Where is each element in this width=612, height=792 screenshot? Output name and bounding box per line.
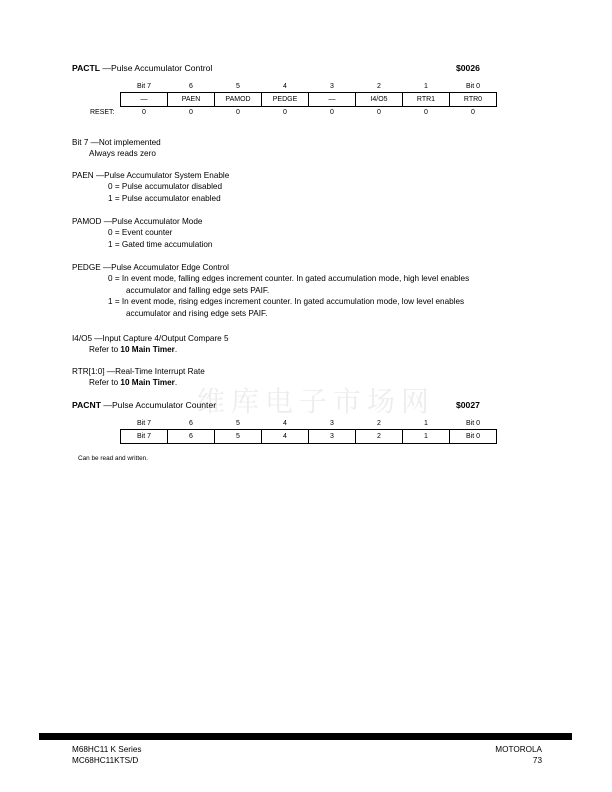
- pactl-register-table: [64, 81, 497, 119]
- register-field: Bit 7: [121, 430, 168, 444]
- bit-number: Bit 7: [136, 83, 151, 90]
- register-field: 1: [403, 430, 450, 444]
- pedge-option-0: 0 = In event mode, falling edges increment counter. In gated accumulation mode, high level enables: [108, 274, 470, 284]
- bit7-detail: Always reads zero: [89, 149, 156, 159]
- register-field: I4/O5: [356, 93, 403, 107]
- bit-number: 3: [330, 420, 334, 427]
- pacnt-bit-number-row: [64, 418, 497, 430]
- main-timer-link[interactable]: 10 Main Timer: [120, 345, 175, 355]
- pacnt-title: [72, 400, 216, 410]
- footer-left: [72, 744, 141, 766]
- register-field: RTR1: [403, 93, 450, 107]
- bit-number: 2: [377, 83, 381, 90]
- reset-value: 0: [236, 109, 240, 116]
- page-number: 73: [532, 756, 542, 765]
- register-field: 2: [356, 430, 403, 444]
- pacnt-address: $0027: [456, 400, 480, 410]
- bit-number: 2: [377, 420, 381, 427]
- pamod-option-1: 1 = Gated time accumulation: [108, 239, 213, 249]
- reset-value: 0: [142, 109, 146, 116]
- bit-number: 1: [424, 420, 428, 427]
- bit7-description: [72, 137, 552, 160]
- register-field: 5: [215, 430, 262, 444]
- watermark-text: 维库电子市场网: [197, 385, 436, 418]
- bit-number: 6: [189, 83, 193, 90]
- bit7-title: Bit 7 —Not implemented: [72, 138, 161, 147]
- footer-rule: [39, 733, 572, 740]
- pedge-option-0-cont: accumulator and falling edge sets PAIF.: [126, 285, 270, 295]
- register-field: 6: [168, 430, 215, 444]
- pamod-option-0: 0 = Event counter: [108, 228, 173, 238]
- reset-value: 0: [283, 109, 287, 116]
- register-field: —: [309, 93, 356, 107]
- pactl-field-row: [64, 93, 497, 107]
- pactl-register-description: —Pulse Accumulator Control: [100, 63, 213, 73]
- footer-right: [495, 744, 542, 766]
- reset-value: 0: [330, 109, 334, 116]
- bit-number: Bit 0: [465, 420, 480, 427]
- reset-value: 0: [424, 109, 428, 116]
- pamod-description: [72, 216, 552, 250]
- pactl-bit-number-row: [64, 81, 497, 93]
- pedge-title: PEDGE —Pulse Accumulator Edge Control: [72, 263, 229, 272]
- pacnt-note: Can be read and written.: [78, 455, 148, 462]
- pedge-option-1-cont: accumulator and rising edge sets PAIF.: [126, 308, 268, 318]
- pedge-option-1: 1 = In event mode, rising edges increment counter. In gated accumulation mode, low level enables: [108, 297, 465, 307]
- footer-series: M68HC11 K Series: [72, 745, 142, 754]
- bit-number: 6: [189, 420, 193, 427]
- reset-value: 0: [471, 109, 475, 116]
- bit-number: Bit 7: [136, 420, 151, 427]
- bit-number: 4: [283, 420, 287, 427]
- register-field: 4: [262, 430, 309, 444]
- paen-option-1: 1 = Pulse accumulator enabled: [108, 193, 221, 203]
- rtr-reference: Refer to 10 Main Timer.: [89, 378, 178, 388]
- pacnt-register-description: —Pulse Accumulator Counter: [100, 400, 217, 410]
- register-field: PEDGE: [262, 93, 309, 107]
- register-field: —: [121, 93, 168, 107]
- paen-option-0: 0 = Pulse accumulator disabled: [108, 182, 223, 192]
- paen-title: PAEN —Pulse Accumulator System Enable: [72, 171, 230, 180]
- bit-number: Bit 0: [465, 83, 480, 90]
- register-field: Bit 0: [450, 430, 497, 444]
- i4o5-title: I4/O5 —Input Capture 4/Output Compare 5: [72, 334, 229, 343]
- bit-number: 1: [424, 83, 428, 90]
- reset-value: 0: [377, 109, 381, 116]
- pactl-register-name: PACTL: [72, 63, 101, 73]
- register-field: RTR0: [450, 93, 497, 107]
- register-field: PAMOD: [215, 93, 262, 107]
- register-field: PAEN: [168, 93, 215, 107]
- pacnt-register-name: PACNT: [72, 400, 101, 410]
- register-field: 3: [309, 430, 356, 444]
- paen-description: [72, 170, 552, 204]
- reset-label: RESET:: [89, 108, 115, 116]
- pactl-address: $0026: [456, 63, 480, 73]
- pacnt-register-table: [64, 418, 497, 444]
- pactl-reset-row: [64, 107, 497, 120]
- rtr-title: RTR[1:0] —Real-Time Interrupt Rate: [72, 367, 205, 376]
- bit-number: 5: [236, 83, 240, 90]
- footer-company: MOTOROLA: [495, 745, 542, 754]
- reset-value: 0: [189, 109, 193, 116]
- pedge-description: [72, 262, 552, 319]
- pacnt-field-row: [64, 430, 497, 444]
- bit-number: 5: [236, 420, 240, 427]
- pactl-title: [72, 63, 212, 73]
- i4o5-description: [72, 333, 552, 356]
- main-timer-link[interactable]: 10 Main Timer: [120, 378, 175, 388]
- bit-number: 4: [283, 83, 287, 90]
- pamod-title: PAMOD —Pulse Accumulator Mode: [72, 217, 203, 226]
- footer-doc-number: MC68HC11KTS/D: [72, 756, 139, 765]
- bit-number: 3: [330, 83, 334, 90]
- i4o5-reference: Refer to 10 Main Timer.: [89, 345, 178, 355]
